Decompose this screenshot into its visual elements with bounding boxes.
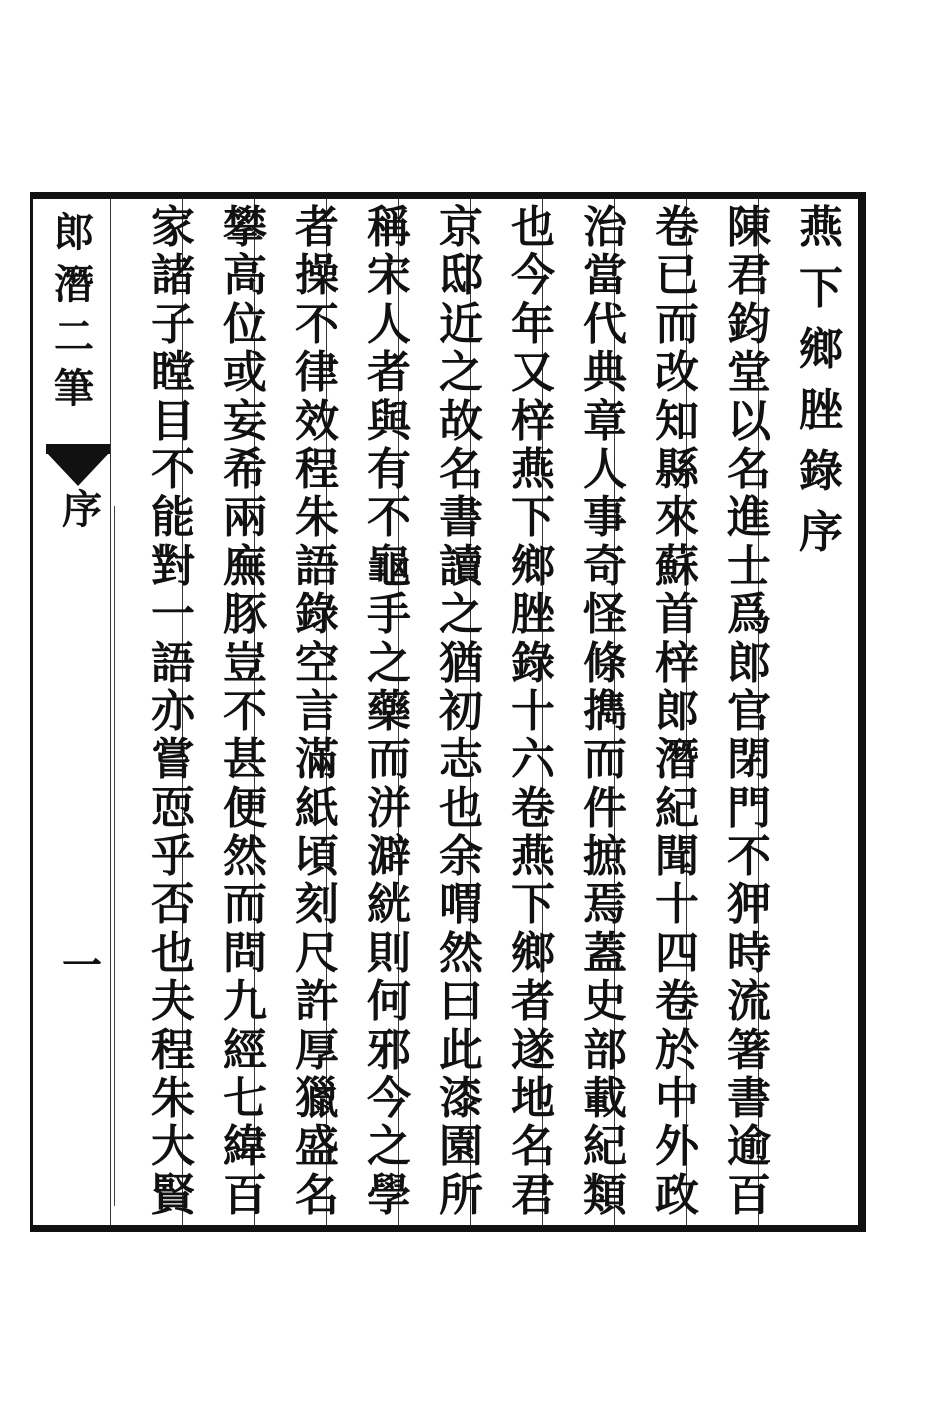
glyph: 澼	[367, 831, 411, 883]
glyph: 君	[511, 1169, 555, 1221]
glyph: 絖	[367, 879, 411, 931]
glyph: 卷	[511, 782, 555, 834]
glyph: 恧	[151, 782, 195, 834]
glyph: 年	[511, 298, 555, 350]
glyph: 或	[223, 347, 267, 399]
glyph: 律	[295, 347, 339, 399]
glyph: 焉	[583, 879, 627, 931]
glyph: 二	[54, 313, 94, 360]
glyph: 者	[295, 202, 339, 253]
glyph: 許	[295, 976, 339, 1028]
glyph: 也	[511, 202, 555, 253]
glyph: 亦	[151, 685, 195, 737]
glyph: 箸	[727, 1024, 771, 1076]
glyph: 近	[439, 298, 483, 350]
glyph: 曰	[439, 976, 483, 1028]
glyph: 讀	[439, 540, 483, 592]
glyph: 甚	[223, 734, 267, 786]
glyph: 陳	[727, 202, 771, 253]
glyph: 嘗	[151, 734, 195, 786]
glyph: 下	[511, 879, 555, 931]
glyph: 代	[583, 298, 627, 350]
text-column	[358, 202, 420, 1221]
glyph: 人	[583, 443, 627, 495]
glyph: 猶	[439, 637, 483, 689]
glyph: 六	[511, 734, 555, 786]
glyph: 紙	[295, 782, 339, 834]
glyph: 鄉	[511, 540, 555, 592]
glyph: 以	[727, 395, 771, 447]
glyph: 載	[583, 1073, 627, 1125]
fishtail-icon	[46, 452, 110, 486]
glyph: 朱	[151, 1073, 195, 1125]
glyph: 爲	[727, 589, 771, 641]
glyph: 鄉	[511, 927, 555, 979]
glyph: 條	[583, 637, 627, 689]
glyph: 脞	[799, 385, 843, 436]
glyph: 名	[295, 1169, 339, 1221]
glyph: 宋	[367, 250, 411, 302]
glyph: 目	[151, 395, 195, 447]
glyph: 七	[223, 1073, 267, 1125]
glyph: 燕	[511, 443, 555, 495]
glyph: 政	[655, 1169, 699, 1221]
glyph: 十	[511, 685, 555, 737]
glyph: 九	[223, 976, 267, 1028]
glyph: 一	[151, 589, 195, 641]
glyph: 厚	[295, 1024, 339, 1076]
glyph: 人	[367, 298, 411, 350]
glyph: 怪	[583, 589, 627, 641]
section-label: 序	[62, 486, 102, 533]
glyph: 緯	[223, 1121, 267, 1173]
glyph: 下	[799, 263, 843, 314]
margin-line	[114, 506, 115, 1206]
glyph: 廡	[223, 540, 267, 592]
glyph: 流	[727, 976, 771, 1028]
glyph: 知	[655, 395, 699, 447]
glyph: 書	[439, 492, 483, 544]
glyph: 遂	[511, 1024, 555, 1076]
glyph: 件	[583, 782, 627, 834]
glyph: 藥	[367, 685, 411, 737]
text-column	[646, 202, 708, 1221]
glyph: 燕	[799, 202, 843, 253]
glyph: 今	[511, 250, 555, 302]
glyph: 位	[223, 298, 267, 350]
glyph: 不	[295, 298, 339, 350]
glyph: 名	[439, 443, 483, 495]
glyph: 堂	[727, 347, 771, 399]
glyph: 妄	[223, 395, 267, 447]
glyph: 否	[151, 879, 195, 931]
glyph: 者	[367, 347, 411, 399]
glyph: 筆	[54, 365, 94, 412]
glyph: 也	[151, 927, 195, 979]
glyph: 者	[511, 976, 555, 1028]
glyph: 頃	[295, 831, 339, 883]
glyph: 兩	[223, 492, 267, 544]
glyph: 豚	[223, 589, 267, 641]
glyph: 乎	[151, 831, 195, 883]
glyph: 有	[367, 443, 411, 495]
glyph: 子	[151, 298, 195, 350]
glyph: 首	[655, 589, 699, 641]
glyph: 郎	[54, 209, 94, 256]
glyph: 典	[583, 347, 627, 399]
text-column	[718, 202, 780, 1221]
glyph: 賢	[151, 1169, 195, 1221]
glyph: 空	[295, 637, 339, 689]
glyph: 治	[583, 202, 627, 253]
glyph: 君	[727, 250, 771, 302]
glyph: 所	[439, 1169, 483, 1221]
glyph: 時	[727, 927, 771, 979]
glyph: 類	[583, 1169, 627, 1221]
glyph: 摭	[583, 831, 627, 883]
text-column	[502, 202, 564, 1221]
page-number: 一	[62, 942, 102, 989]
glyph: 又	[511, 347, 555, 399]
glyph: 鄉	[799, 324, 843, 375]
glyph: 經	[223, 1024, 267, 1076]
glyph: 家	[151, 202, 195, 253]
glyph: 刻	[295, 879, 339, 931]
glyph: 之	[439, 347, 483, 399]
glyph: 程	[151, 1024, 195, 1076]
glyph: 燕	[511, 831, 555, 883]
glyph: 書	[727, 1073, 771, 1125]
glyph: 對	[151, 540, 195, 592]
glyph: 之	[367, 637, 411, 689]
glyph: 效	[295, 395, 339, 447]
glyph: 地	[511, 1073, 555, 1125]
glyph: 此	[439, 1024, 483, 1076]
glyph: 百	[727, 1169, 771, 1221]
glyph: 學	[367, 1169, 411, 1221]
glyph: 故	[439, 395, 483, 447]
glyph: 狎	[727, 879, 771, 931]
glyph: 十	[655, 879, 699, 931]
glyph: 紀	[655, 782, 699, 834]
glyph: 錄	[511, 637, 555, 689]
glyph: 則	[367, 927, 411, 979]
glyph: 潛	[54, 261, 94, 308]
glyph: 鈞	[727, 298, 771, 350]
glyph: 語	[295, 540, 339, 592]
glyph: 而	[223, 879, 267, 931]
glyph: 蘇	[655, 540, 699, 592]
glyph: 四	[655, 927, 699, 979]
glyph: 與	[367, 395, 411, 447]
glyph: 梓	[511, 395, 555, 447]
column-rule	[110, 199, 111, 1225]
text-column	[574, 202, 636, 1221]
glyph: 部	[583, 1024, 627, 1076]
glyph: 郎	[655, 685, 699, 737]
glyph: 奇	[583, 540, 627, 592]
text-column	[430, 202, 492, 1221]
glyph: 程	[295, 443, 339, 495]
glyph: 言	[295, 685, 339, 737]
glyph: 蓋	[583, 927, 627, 979]
glyph: 名	[511, 1121, 555, 1173]
glyph: 下	[511, 492, 555, 544]
glyph: 郎	[727, 637, 771, 689]
glyph: 豈	[223, 637, 267, 689]
glyph: 紀	[583, 1121, 627, 1173]
glyph: 而	[583, 734, 627, 786]
glyph: 不	[367, 492, 411, 544]
glyph: 瞠	[151, 347, 195, 399]
glyph: 聞	[655, 831, 699, 883]
glyph: 錄	[799, 446, 843, 497]
glyph: 手	[367, 589, 411, 641]
glyph: 獵	[295, 1073, 339, 1125]
glyph: 然	[223, 831, 267, 883]
glyph: 中	[655, 1073, 699, 1125]
glyph: 百	[223, 1169, 267, 1221]
text-column	[286, 202, 348, 1221]
text-column	[142, 202, 204, 1221]
glyph: 便	[223, 782, 267, 834]
glyph: 之	[367, 1121, 411, 1173]
glyph: 尺	[295, 927, 339, 979]
glyph: 於	[655, 1024, 699, 1076]
glyph: 士	[727, 540, 771, 592]
glyph: 攀	[223, 202, 267, 253]
glyph: 邪	[367, 1024, 411, 1076]
glyph: 事	[583, 492, 627, 544]
glyph: 園	[439, 1121, 483, 1173]
preface-title	[790, 202, 852, 1218]
glyph: 不	[727, 831, 771, 883]
glyph: 問	[223, 927, 267, 979]
glyph: 高	[223, 250, 267, 302]
glyph: 官	[727, 685, 771, 737]
glyph: 已	[655, 250, 699, 302]
glyph: 夫	[151, 976, 195, 1028]
glyph: 脞	[511, 589, 555, 641]
glyph: 喟	[439, 879, 483, 931]
glyph: 史	[583, 976, 627, 1028]
glyph: 而	[655, 298, 699, 350]
glyph: 諸	[151, 250, 195, 302]
glyph: 閉	[727, 734, 771, 786]
glyph: 擕	[583, 685, 627, 737]
glyph: 邸	[439, 250, 483, 302]
glyph: 滿	[295, 734, 339, 786]
glyph: 卷	[655, 976, 699, 1028]
glyph: 進	[727, 492, 771, 544]
glyph: 梓	[655, 637, 699, 689]
glyph: 龜	[367, 540, 411, 592]
glyph: 逾	[727, 1121, 771, 1173]
glyph: 改	[655, 347, 699, 399]
glyph: 希	[223, 443, 267, 495]
glyph: 語	[151, 637, 195, 689]
glyph: 大	[151, 1121, 195, 1173]
glyph: 當	[583, 250, 627, 302]
glyph: 也	[439, 782, 483, 834]
glyph: 縣	[655, 443, 699, 495]
glyph: 初	[439, 685, 483, 737]
glyph: 能	[151, 492, 195, 544]
glyph: 名	[727, 443, 771, 495]
glyph: 洴	[367, 782, 411, 834]
glyph: 何	[367, 976, 411, 1028]
glyph: 錄	[295, 589, 339, 641]
glyph: 志	[439, 734, 483, 786]
glyph: 漆	[439, 1073, 483, 1125]
glyph: 然	[439, 927, 483, 979]
block-margin	[38, 206, 110, 1218]
glyph: 門	[727, 782, 771, 834]
glyph: 不	[151, 443, 195, 495]
glyph: 不	[223, 685, 267, 737]
text-column	[214, 202, 276, 1221]
glyph: 外	[655, 1121, 699, 1173]
glyph: 盛	[295, 1121, 339, 1173]
book-title	[44, 209, 104, 420]
glyph: 朱	[295, 492, 339, 544]
glyph: 之	[439, 589, 483, 641]
glyph: 京	[439, 202, 483, 253]
glyph: 稱	[367, 202, 411, 253]
glyph: 而	[367, 734, 411, 786]
glyph: 今	[367, 1073, 411, 1125]
glyph: 卷	[655, 202, 699, 253]
glyph: 余	[439, 831, 483, 883]
glyph: 潛	[655, 734, 699, 786]
glyph: 序	[799, 507, 843, 558]
glyph: 操	[295, 250, 339, 302]
glyph: 來	[655, 492, 699, 544]
glyph: 章	[583, 395, 627, 447]
